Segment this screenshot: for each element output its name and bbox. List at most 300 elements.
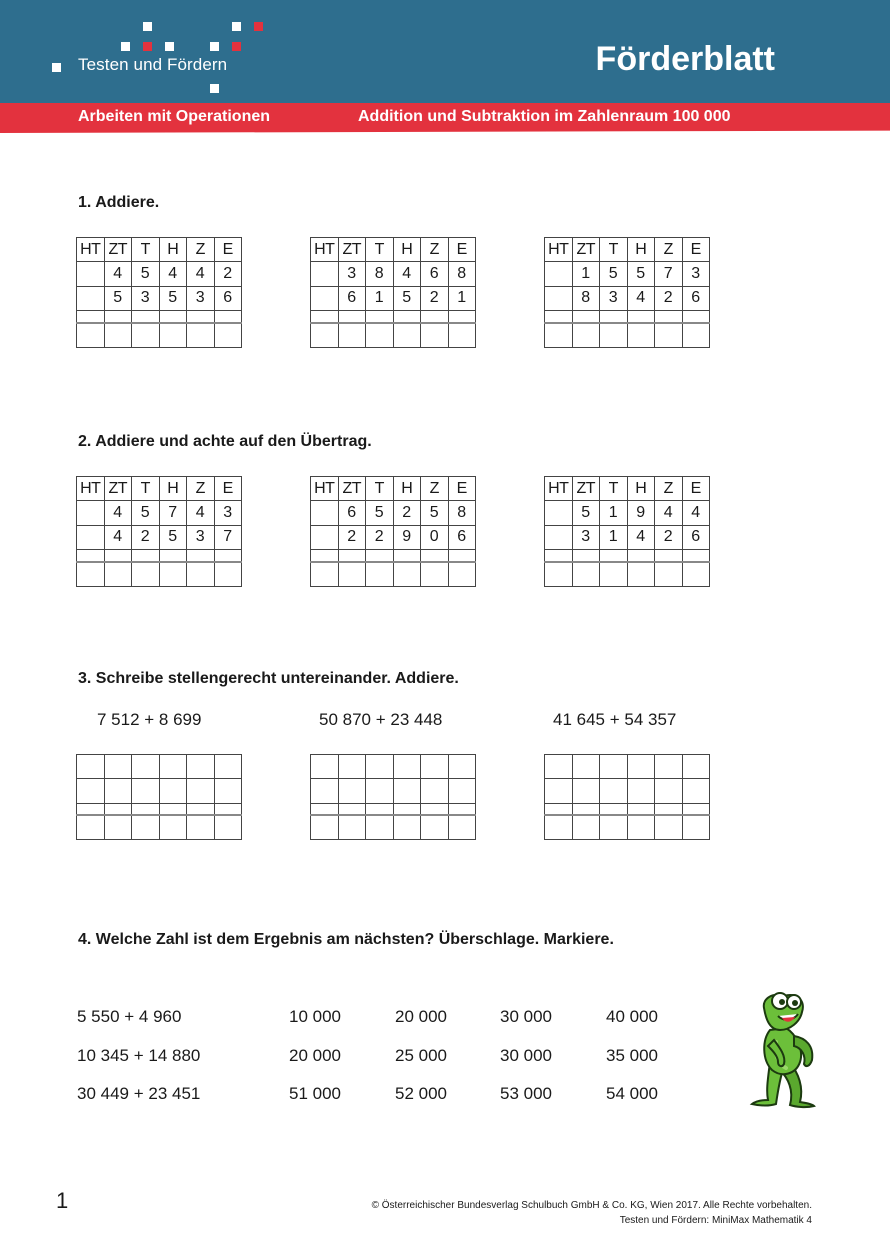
task-4-option[interactable]: 25 000 bbox=[395, 1046, 447, 1065]
blank-place-value-grid bbox=[310, 754, 476, 840]
carry-cell[interactable] bbox=[187, 803, 215, 815]
result-cell[interactable] bbox=[214, 815, 242, 839]
answer-cell[interactable] bbox=[627, 323, 655, 347]
result-cell[interactable] bbox=[159, 815, 187, 839]
grid-header-row bbox=[545, 477, 710, 501]
column-header: E bbox=[448, 477, 476, 501]
entry-cell[interactable] bbox=[627, 755, 655, 779]
digit-cell: 4 bbox=[104, 262, 132, 286]
column-header: Z bbox=[655, 477, 683, 501]
task-4-option[interactable]: 20 000 bbox=[289, 1046, 341, 1065]
entry-cell[interactable] bbox=[338, 755, 366, 779]
digit-cell: 4 bbox=[187, 501, 215, 525]
entry-cell[interactable] bbox=[393, 779, 421, 803]
result-cell[interactable] bbox=[627, 815, 655, 839]
answer-cell[interactable] bbox=[104, 562, 132, 586]
logo-square bbox=[254, 22, 263, 31]
digit-cell: 6 bbox=[214, 286, 242, 310]
logo-square bbox=[210, 42, 219, 51]
carry-cell[interactable] bbox=[655, 311, 683, 323]
page-title: Förderblatt bbox=[595, 40, 775, 78]
place-value-grid bbox=[76, 237, 242, 348]
carry-cell[interactable] bbox=[600, 803, 628, 815]
carry-cell[interactable] bbox=[627, 803, 655, 815]
addend-row bbox=[545, 286, 710, 310]
entry-cell[interactable] bbox=[214, 755, 242, 779]
digit-cell bbox=[311, 525, 339, 549]
entry-cell[interactable] bbox=[545, 779, 573, 803]
topic-right: Addition und Subtraktion im Zahlenraum 100 000 bbox=[358, 108, 731, 125]
carry-cell[interactable] bbox=[448, 803, 476, 815]
entry-cell[interactable] bbox=[214, 779, 242, 803]
answer-cell[interactable] bbox=[366, 323, 394, 347]
logo-square bbox=[143, 42, 152, 51]
carry-cell[interactable] bbox=[682, 550, 710, 562]
answer-cell[interactable] bbox=[545, 323, 573, 347]
result-cell[interactable] bbox=[77, 815, 105, 839]
entry-cell[interactable] bbox=[655, 755, 683, 779]
digit-cell: 4 bbox=[393, 262, 421, 286]
digit-cell: 3 bbox=[187, 525, 215, 549]
carry-cell[interactable] bbox=[366, 803, 394, 815]
digit-cell: 2 bbox=[338, 525, 366, 549]
entry-cell[interactable] bbox=[159, 779, 187, 803]
carry-cell[interactable] bbox=[545, 803, 573, 815]
answer-cell[interactable] bbox=[393, 562, 421, 586]
digit-cell: 2 bbox=[393, 501, 421, 525]
carry-cell[interactable] bbox=[366, 311, 394, 323]
answer-cell[interactable] bbox=[187, 323, 215, 347]
task-4-option[interactable]: 52 000 bbox=[395, 1084, 447, 1103]
column-header: H bbox=[627, 238, 655, 262]
result-cell[interactable] bbox=[655, 815, 683, 839]
result-row bbox=[311, 815, 476, 839]
column-header: Z bbox=[421, 477, 449, 501]
result-cell[interactable] bbox=[600, 815, 628, 839]
answer-cell[interactable] bbox=[421, 323, 449, 347]
task-4-expression: 5 550 + 4 960 bbox=[77, 1007, 182, 1026]
carry-cell[interactable] bbox=[366, 550, 394, 562]
carry-cell[interactable] bbox=[159, 803, 187, 815]
carry-cell[interactable] bbox=[600, 550, 628, 562]
logo-square bbox=[143, 22, 152, 31]
digit-cell bbox=[77, 286, 105, 310]
carry-row bbox=[311, 550, 476, 562]
answer-cell[interactable] bbox=[572, 323, 600, 347]
entry-cell[interactable] bbox=[682, 779, 710, 803]
carry-cell[interactable] bbox=[338, 550, 366, 562]
digit-cell: 8 bbox=[448, 501, 476, 525]
entry-cell[interactable] bbox=[311, 779, 339, 803]
answer-cell[interactable] bbox=[421, 562, 449, 586]
entry-cell[interactable] bbox=[572, 755, 600, 779]
logo-square bbox=[232, 22, 241, 31]
column-header: E bbox=[448, 238, 476, 262]
digit-cell: 3 bbox=[600, 286, 628, 310]
answer-cell[interactable] bbox=[214, 323, 242, 347]
answer-cell[interactable] bbox=[214, 562, 242, 586]
entry-cell[interactable] bbox=[421, 779, 449, 803]
column-header: T bbox=[132, 238, 160, 262]
digit-cell: 9 bbox=[627, 501, 655, 525]
digit-cell: 5 bbox=[159, 525, 187, 549]
grid-header-row bbox=[77, 477, 242, 501]
addend-row bbox=[545, 262, 710, 286]
place-value-grid bbox=[544, 237, 710, 348]
column-header: HT bbox=[545, 477, 573, 501]
carry-cell[interactable] bbox=[338, 311, 366, 323]
entry-row bbox=[77, 779, 242, 803]
blank-place-value-grid bbox=[76, 754, 242, 840]
task-4-option[interactable]: 53 000 bbox=[500, 1084, 552, 1103]
answer-cell[interactable] bbox=[682, 323, 710, 347]
digit-cell: 5 bbox=[421, 501, 449, 525]
carry-cell[interactable] bbox=[159, 550, 187, 562]
carry-cell[interactable] bbox=[421, 550, 449, 562]
addend-row bbox=[545, 501, 710, 525]
carry-row bbox=[77, 311, 242, 323]
grid-header-row bbox=[311, 238, 476, 262]
entry-cell[interactable] bbox=[421, 755, 449, 779]
addend-row bbox=[77, 525, 242, 549]
task-4-option[interactable]: 30 000 bbox=[500, 1046, 552, 1065]
entry-cell[interactable] bbox=[132, 755, 160, 779]
entry-cell[interactable] bbox=[77, 779, 105, 803]
result-row bbox=[77, 562, 242, 586]
logo-square bbox=[165, 42, 174, 51]
digit-cell: 2 bbox=[655, 286, 683, 310]
answer-cell[interactable] bbox=[311, 562, 339, 586]
digit-cell: 4 bbox=[159, 262, 187, 286]
digit-cell: 2 bbox=[132, 525, 160, 549]
answer-cell[interactable] bbox=[545, 562, 573, 586]
digit-cell: 3 bbox=[214, 501, 242, 525]
digit-cell bbox=[77, 501, 105, 525]
carry-cell[interactable] bbox=[572, 550, 600, 562]
entry-cell[interactable] bbox=[77, 755, 105, 779]
digit-cell bbox=[311, 262, 339, 286]
answer-cell[interactable] bbox=[393, 323, 421, 347]
answer-cell[interactable] bbox=[627, 562, 655, 586]
digit-cell: 1 bbox=[366, 286, 394, 310]
entry-cell[interactable] bbox=[187, 779, 215, 803]
digit-cell: 6 bbox=[682, 525, 710, 549]
digit-cell: 7 bbox=[214, 525, 242, 549]
column-header: HT bbox=[77, 238, 105, 262]
carry-cell[interactable] bbox=[448, 550, 476, 562]
logo-square bbox=[210, 84, 219, 93]
digit-cell: 4 bbox=[104, 501, 132, 525]
frog-mascot-illustration bbox=[740, 990, 835, 1110]
digit-cell: 3 bbox=[132, 286, 160, 310]
answer-cell[interactable] bbox=[104, 323, 132, 347]
result-cell[interactable] bbox=[448, 815, 476, 839]
entry-cell[interactable] bbox=[311, 755, 339, 779]
result-cell[interactable] bbox=[682, 815, 710, 839]
carry-cell[interactable] bbox=[77, 803, 105, 815]
task-4-option[interactable]: 51 000 bbox=[289, 1084, 341, 1103]
answer-cell[interactable] bbox=[132, 323, 160, 347]
answer-cell[interactable] bbox=[600, 562, 628, 586]
carry-cell[interactable] bbox=[311, 311, 339, 323]
column-header: E bbox=[214, 238, 242, 262]
task-2-heading: 2. Addiere und achte auf den Übertrag. bbox=[78, 433, 372, 450]
answer-cell[interactable] bbox=[655, 323, 683, 347]
entry-row bbox=[311, 755, 476, 779]
grid-header-row bbox=[545, 238, 710, 262]
digit-cell: 8 bbox=[366, 262, 394, 286]
carry-cell[interactable] bbox=[393, 311, 421, 323]
entry-cell[interactable] bbox=[655, 779, 683, 803]
carry-cell[interactable] bbox=[311, 803, 339, 815]
answer-cell[interactable] bbox=[159, 323, 187, 347]
carry-row bbox=[77, 803, 242, 815]
carry-cell[interactable] bbox=[655, 550, 683, 562]
digit-cell bbox=[545, 525, 573, 549]
column-header: Z bbox=[187, 477, 215, 501]
carry-cell[interactable] bbox=[545, 311, 573, 323]
entry-cell[interactable] bbox=[366, 779, 394, 803]
task-4-option[interactable]: 35 000 bbox=[606, 1046, 658, 1065]
carry-cell[interactable] bbox=[393, 550, 421, 562]
entry-cell[interactable] bbox=[187, 755, 215, 779]
addend-row bbox=[311, 501, 476, 525]
answer-cell[interactable] bbox=[159, 562, 187, 586]
entry-cell[interactable] bbox=[366, 755, 394, 779]
digit-cell: 5 bbox=[627, 262, 655, 286]
digit-cell: 3 bbox=[572, 525, 600, 549]
carry-cell[interactable] bbox=[421, 311, 449, 323]
result-row bbox=[311, 562, 476, 586]
column-header: T bbox=[366, 238, 394, 262]
digit-cell: 6 bbox=[682, 286, 710, 310]
result-cell[interactable] bbox=[104, 815, 132, 839]
carry-cell[interactable] bbox=[627, 311, 655, 323]
column-header: ZT bbox=[572, 477, 600, 501]
result-cell[interactable] bbox=[132, 815, 160, 839]
column-header: ZT bbox=[338, 238, 366, 262]
carry-cell[interactable] bbox=[132, 311, 160, 323]
digit-cell: 0 bbox=[421, 525, 449, 549]
result-cell[interactable] bbox=[572, 815, 600, 839]
carry-cell[interactable] bbox=[104, 311, 132, 323]
carry-cell[interactable] bbox=[104, 550, 132, 562]
task-4-option[interactable]: 40 000 bbox=[606, 1007, 658, 1026]
digit-cell: 5 bbox=[132, 501, 160, 525]
entry-cell[interactable] bbox=[104, 755, 132, 779]
grid-header-row bbox=[311, 477, 476, 501]
addend-row bbox=[77, 262, 242, 286]
carry-cell[interactable] bbox=[214, 550, 242, 562]
digit-cell bbox=[545, 286, 573, 310]
topic-left: Arbeiten mit Operationen bbox=[78, 108, 271, 125]
entry-cell[interactable] bbox=[448, 755, 476, 779]
addend-row bbox=[311, 286, 476, 310]
answer-cell[interactable] bbox=[338, 323, 366, 347]
column-header: Z bbox=[421, 238, 449, 262]
result-cell[interactable] bbox=[421, 815, 449, 839]
result-cell[interactable] bbox=[311, 815, 339, 839]
addend-row bbox=[545, 525, 710, 549]
answer-cell[interactable] bbox=[132, 562, 160, 586]
addend-row bbox=[311, 262, 476, 286]
entry-cell[interactable] bbox=[104, 779, 132, 803]
entry-cell[interactable] bbox=[448, 779, 476, 803]
task-4-heading: 4. Welche Zahl ist dem Ergebnis am nächsten? Überschlage. Markiere. bbox=[78, 931, 614, 948]
entry-cell[interactable] bbox=[627, 779, 655, 803]
task-4-option[interactable]: 54 000 bbox=[606, 1084, 658, 1103]
result-cell[interactable] bbox=[545, 815, 573, 839]
entry-cell[interactable] bbox=[682, 755, 710, 779]
task-3-heading: 3. Schreibe stellengerecht untereinander. Addiere. bbox=[78, 670, 459, 687]
digit-cell: 5 bbox=[104, 286, 132, 310]
task-1-heading: 1. Addiere. bbox=[78, 194, 160, 211]
carry-cell[interactable] bbox=[448, 311, 476, 323]
digit-cell: 6 bbox=[448, 525, 476, 549]
carry-row bbox=[545, 803, 710, 815]
carry-row bbox=[77, 550, 242, 562]
digit-cell: 1 bbox=[600, 525, 628, 549]
answer-cell[interactable] bbox=[655, 562, 683, 586]
digit-cell: 4 bbox=[627, 286, 655, 310]
result-cell[interactable] bbox=[187, 815, 215, 839]
carry-cell[interactable] bbox=[421, 803, 449, 815]
carry-cell[interactable] bbox=[132, 550, 160, 562]
carry-cell[interactable] bbox=[545, 550, 573, 562]
column-header: HT bbox=[545, 238, 573, 262]
column-header: T bbox=[132, 477, 160, 501]
column-header: ZT bbox=[104, 477, 132, 501]
answer-cell[interactable] bbox=[77, 562, 105, 586]
carry-cell[interactable] bbox=[600, 311, 628, 323]
task-4-option[interactable]: 20 000 bbox=[395, 1007, 447, 1026]
result-row bbox=[77, 815, 242, 839]
blank-place-value-grid bbox=[544, 754, 710, 840]
digit-cell: 5 bbox=[600, 262, 628, 286]
answer-cell[interactable] bbox=[448, 323, 476, 347]
column-header: E bbox=[682, 477, 710, 501]
digit-cell bbox=[311, 286, 339, 310]
column-header: HT bbox=[311, 477, 339, 501]
column-header: H bbox=[159, 477, 187, 501]
carry-cell[interactable] bbox=[627, 550, 655, 562]
addend-row bbox=[311, 525, 476, 549]
digit-cell: 2 bbox=[655, 525, 683, 549]
task-4-expression: 10 345 + 14 880 bbox=[77, 1046, 201, 1065]
carry-cell[interactable] bbox=[187, 550, 215, 562]
digit-cell: 6 bbox=[338, 286, 366, 310]
answer-cell[interactable] bbox=[338, 562, 366, 586]
digit-cell: 2 bbox=[214, 262, 242, 286]
entry-cell[interactable] bbox=[572, 779, 600, 803]
digit-cell: 7 bbox=[159, 501, 187, 525]
column-header: ZT bbox=[338, 477, 366, 501]
column-header: H bbox=[159, 238, 187, 262]
digit-cell: 3 bbox=[338, 262, 366, 286]
entry-cell[interactable] bbox=[393, 755, 421, 779]
digit-cell: 6 bbox=[421, 262, 449, 286]
answer-cell[interactable] bbox=[311, 323, 339, 347]
carry-cell[interactable] bbox=[187, 311, 215, 323]
digit-cell: 1 bbox=[600, 501, 628, 525]
place-value-grid bbox=[544, 476, 710, 587]
entry-row bbox=[545, 755, 710, 779]
digit-cell bbox=[311, 501, 339, 525]
carry-cell[interactable] bbox=[214, 803, 242, 815]
entry-cell[interactable] bbox=[338, 779, 366, 803]
column-header: T bbox=[600, 477, 628, 501]
carry-cell[interactable] bbox=[311, 550, 339, 562]
task-3-expression: 50 870 + 23 448 bbox=[319, 710, 443, 729]
entry-cell[interactable] bbox=[600, 755, 628, 779]
digit-cell: 5 bbox=[572, 501, 600, 525]
entry-cell[interactable] bbox=[132, 779, 160, 803]
carry-cell[interactable] bbox=[214, 311, 242, 323]
result-cell[interactable] bbox=[393, 815, 421, 839]
carry-cell[interactable] bbox=[132, 803, 160, 815]
answer-cell[interactable] bbox=[187, 562, 215, 586]
carry-row bbox=[545, 311, 710, 323]
entry-cell[interactable] bbox=[159, 755, 187, 779]
result-cell[interactable] bbox=[338, 815, 366, 839]
carry-cell[interactable] bbox=[682, 803, 710, 815]
column-header: ZT bbox=[572, 238, 600, 262]
digit-cell: 4 bbox=[104, 525, 132, 549]
digit-cell bbox=[545, 501, 573, 525]
carry-cell[interactable] bbox=[655, 803, 683, 815]
column-header: ZT bbox=[104, 238, 132, 262]
result-row bbox=[311, 323, 476, 347]
carry-cell[interactable] bbox=[159, 311, 187, 323]
carry-cell[interactable] bbox=[338, 803, 366, 815]
carry-cell[interactable] bbox=[572, 311, 600, 323]
column-header: E bbox=[214, 477, 242, 501]
digit-cell bbox=[77, 525, 105, 549]
carry-cell[interactable] bbox=[572, 803, 600, 815]
entry-cell[interactable] bbox=[545, 755, 573, 779]
task-4-option[interactable]: 10 000 bbox=[289, 1007, 341, 1026]
entry-row bbox=[77, 755, 242, 779]
digit-cell: 5 bbox=[393, 286, 421, 310]
column-header: HT bbox=[77, 477, 105, 501]
answer-cell[interactable] bbox=[366, 562, 394, 586]
carry-cell[interactable] bbox=[77, 550, 105, 562]
carry-cell[interactable] bbox=[104, 803, 132, 815]
answer-cell[interactable] bbox=[682, 562, 710, 586]
digit-cell: 1 bbox=[448, 286, 476, 310]
answer-cell[interactable] bbox=[600, 323, 628, 347]
publication-reference: Testen und Fördern: MiniMax Mathematik 4 bbox=[619, 1215, 812, 1226]
digit-cell: 9 bbox=[393, 525, 421, 549]
answer-cell[interactable] bbox=[572, 562, 600, 586]
digit-cell: 4 bbox=[655, 501, 683, 525]
carry-cell[interactable] bbox=[682, 311, 710, 323]
entry-cell[interactable] bbox=[600, 779, 628, 803]
carry-row bbox=[311, 803, 476, 815]
answer-cell[interactable] bbox=[77, 323, 105, 347]
result-row bbox=[545, 562, 710, 586]
column-header: T bbox=[366, 477, 394, 501]
carry-cell[interactable] bbox=[393, 803, 421, 815]
carry-cell[interactable] bbox=[77, 311, 105, 323]
digit-cell: 3 bbox=[187, 286, 215, 310]
entry-row bbox=[545, 779, 710, 803]
result-cell[interactable] bbox=[366, 815, 394, 839]
answer-cell[interactable] bbox=[448, 562, 476, 586]
logo-bullet bbox=[52, 63, 61, 72]
task-4-option[interactable]: 30 000 bbox=[500, 1007, 552, 1026]
column-header: E bbox=[682, 238, 710, 262]
